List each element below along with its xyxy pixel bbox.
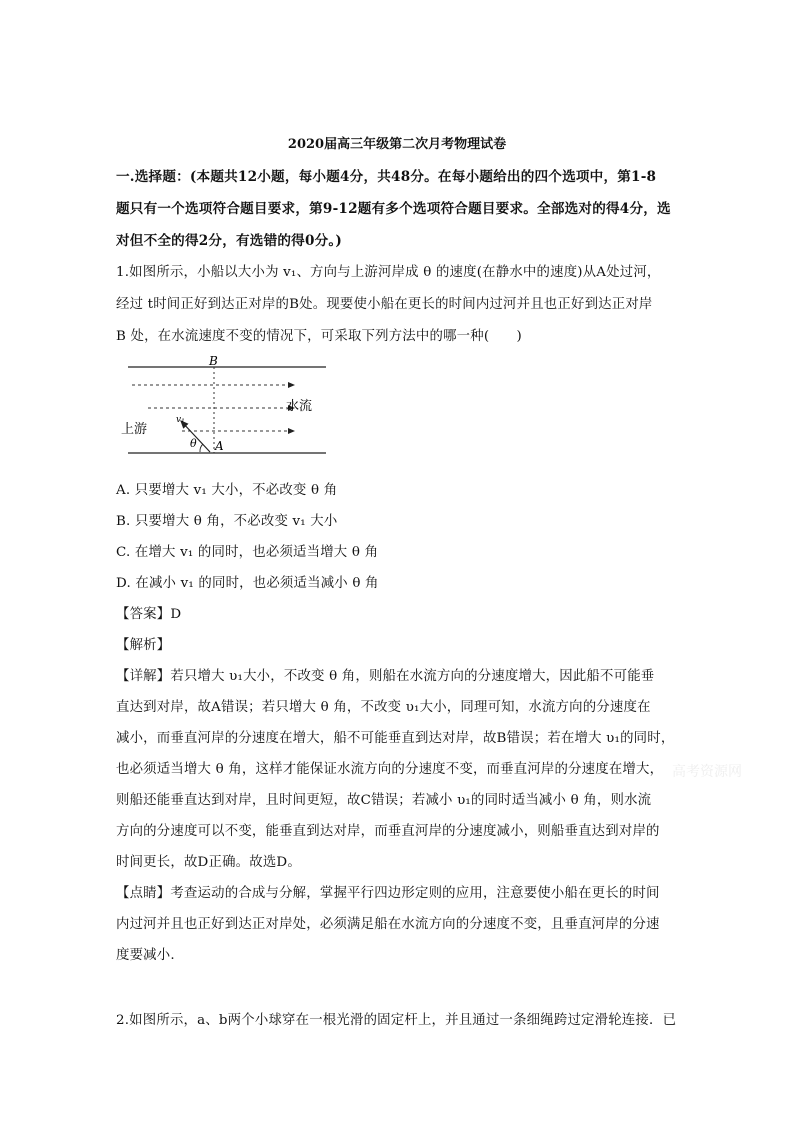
question-1-stem-line-2: 经过 t时间正好到达正对岸的B处。现要使小船在更长的时间内过河并且也正好到达正对岸 <box>116 297 653 312</box>
question-2-stem: 2.如图所示，a、b两个小球穿在一根光滑的固定杆上，并且通过一条细绳跨过定滑轮连接．已 <box>116 1013 677 1028</box>
label-upstream: 上游 <box>121 422 148 437</box>
detail-line-2: 直达到对岸，故A错误；若只增大 θ 角，不改变 υ₁大小，同理可知，水流方向的分速度在 <box>116 700 651 715</box>
detail-line-3: 减小，而垂直河岸的分速度在增大，船不可能垂直到达对岸，故B错误；若在增大 υ₁的同时， <box>116 731 675 746</box>
detail-line-6: 方向的分速度可以不变，能垂直到达对岸，而垂直河岸的分速度减小，则船垂直达到对岸的 <box>116 824 660 839</box>
question-1-stem-line-3: B 处，在水流速度不变的情况下，可采取下列方法中的哪一种( ) <box>116 329 522 344</box>
watermark: 高考资源网 <box>672 764 742 780</box>
detail-line-1: 【详解】若只增大 υ₁大小，不改变 θ 角，则船在水流方向的分速度增大，因此船不可能垂 <box>116 669 655 684</box>
question-1-stem-line-1: 1.如图所示，小船以大小为 v₁、方向与上游河岸成 θ 的速度(在静水中的速度)从A处过河， <box>116 265 661 280</box>
comment-line-1: 【点睛】考查运动的合成与分解，掌握平行四边形定则的应用，注意要使小船在更长的时间 <box>116 886 660 901</box>
detail-line-4: 也必须适当增大 θ 角，这样才能保证水流方向的分速度不变，而垂直河岸的分速度在增大， <box>116 762 664 777</box>
answer: 【答案】D <box>116 607 182 622</box>
section-instructions-line-2: 题只有一个选项符合题目要求，第9-12题有多个选项符合题目要求。全部选对的得4分，选 <box>116 201 671 217</box>
comment-line-2: 内过河并且也正好到达正对岸处，必须满足船在水流方向的分速度不变，且垂直河岸的分速 <box>116 917 660 932</box>
option-d: D. 在减小 v₁ 的同时，也必须适当减小 θ 角 <box>116 576 379 591</box>
label-b: B <box>209 355 218 368</box>
label-theta: θ <box>190 437 197 450</box>
comment-line-3: 度要减小. <box>116 948 175 963</box>
river-crossing-diagram <box>118 355 333 467</box>
analysis-heading: 【解析】 <box>116 638 171 653</box>
section-instructions-line-1: 一.选择题：(本题共12小题，每小题4分，共48分。在每小题给出的四个选项中，第1-8 <box>116 169 657 185</box>
detail-line-7: 时间更长，故D正确。故选D。 <box>116 855 301 870</box>
option-a: A. 只要增大 v₁ 大小，不必改变 θ 角 <box>116 483 338 498</box>
label-a: A <box>215 439 224 453</box>
option-c: C. 在增大 v₁ 的同时，也必须适当增大 θ 角 <box>116 545 379 560</box>
label-water-flow: 水流 <box>286 399 313 414</box>
detail-line-5: 则船还能垂直达到对岸，且时间更短，故C错误；若减小 υ₁的同时适当减小 θ 角，则水流 <box>116 793 652 808</box>
theta-angle-arc <box>200 444 203 452</box>
section-instructions-line-3: 对但不全的得2分，有选错的得0分。) <box>116 233 343 249</box>
option-b: B. 只要增大 θ 角，不必改变 v₁ 大小 <box>116 514 338 529</box>
label-v1: v₁ <box>176 415 185 425</box>
exam-title: 2020届高三年级第二次月考物理试卷 <box>287 137 507 152</box>
